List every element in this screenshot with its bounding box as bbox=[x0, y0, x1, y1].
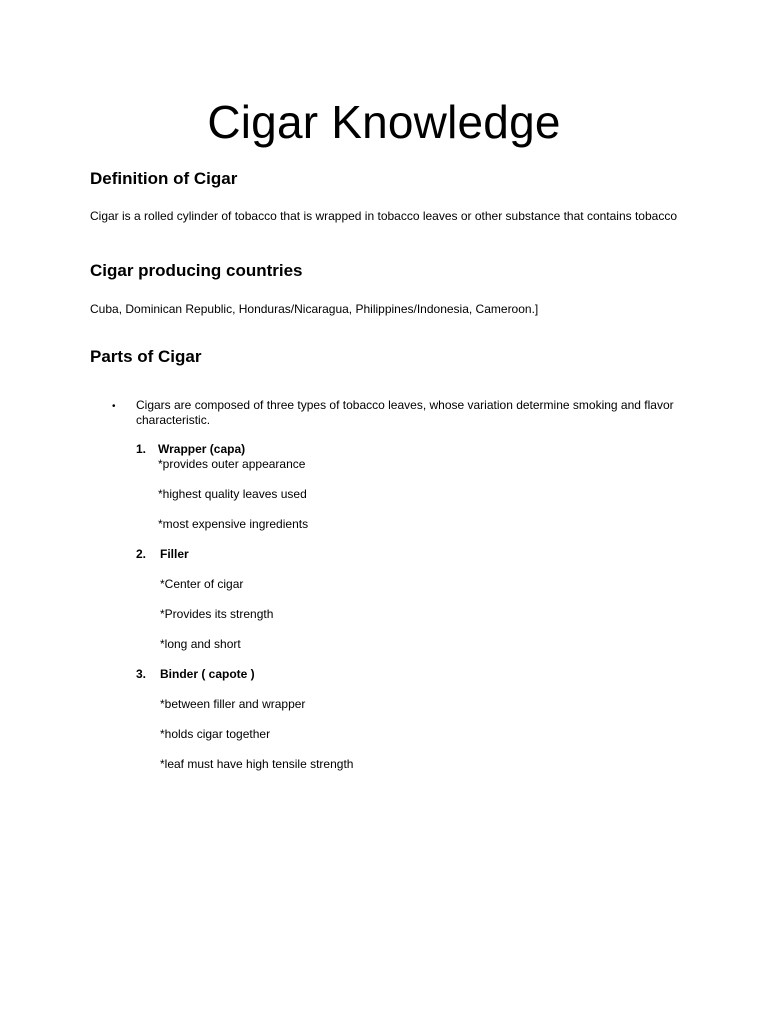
countries-text: Cuba, Dominican Republic, Honduras/Nicaragua, Philippines/Indonesia, Cameroon.] bbox=[90, 302, 539, 316]
part-note: *long and short bbox=[160, 637, 241, 651]
list-number: 3. bbox=[136, 667, 147, 681]
part-note: *Center of cigar bbox=[160, 577, 244, 591]
parts-bullet-text: Cigars are composed of three types of tobacco leaves, whose variation determine smoking and flavor characteristic. bbox=[136, 398, 674, 427]
part-note: *holds cigar together bbox=[160, 727, 271, 741]
parts-heading: Parts of Cigar bbox=[90, 347, 202, 366]
definition-text: Cigar is a rolled cylinder of tobacco that is wrapped in tobacco leaves or other substance that contains tobacco bbox=[90, 209, 677, 223]
bullet-marker: • bbox=[112, 401, 116, 412]
definition-heading: Definition of Cigar bbox=[90, 169, 238, 188]
part-note: *Provides its strength bbox=[160, 607, 274, 621]
part-note: *leaf must have high tensile strength bbox=[160, 757, 354, 771]
countries-heading: Cigar producing countries bbox=[90, 261, 303, 280]
part-note: *between filler and wrapper bbox=[160, 697, 306, 711]
list-number: 2. bbox=[136, 547, 147, 561]
part-note: *provides outer appearance bbox=[158, 457, 306, 471]
part-title-binder: Binder ( capote ) bbox=[160, 667, 255, 681]
part-title-wrapper: Wrapper (capa) bbox=[158, 442, 246, 456]
document-title: Cigar Knowledge bbox=[207, 96, 561, 148]
list-number: 1. bbox=[136, 442, 147, 456]
part-note: *most expensive ingredients bbox=[158, 517, 309, 531]
part-title-filler: Filler bbox=[160, 547, 189, 561]
part-note: *highest quality leaves used bbox=[158, 487, 307, 501]
